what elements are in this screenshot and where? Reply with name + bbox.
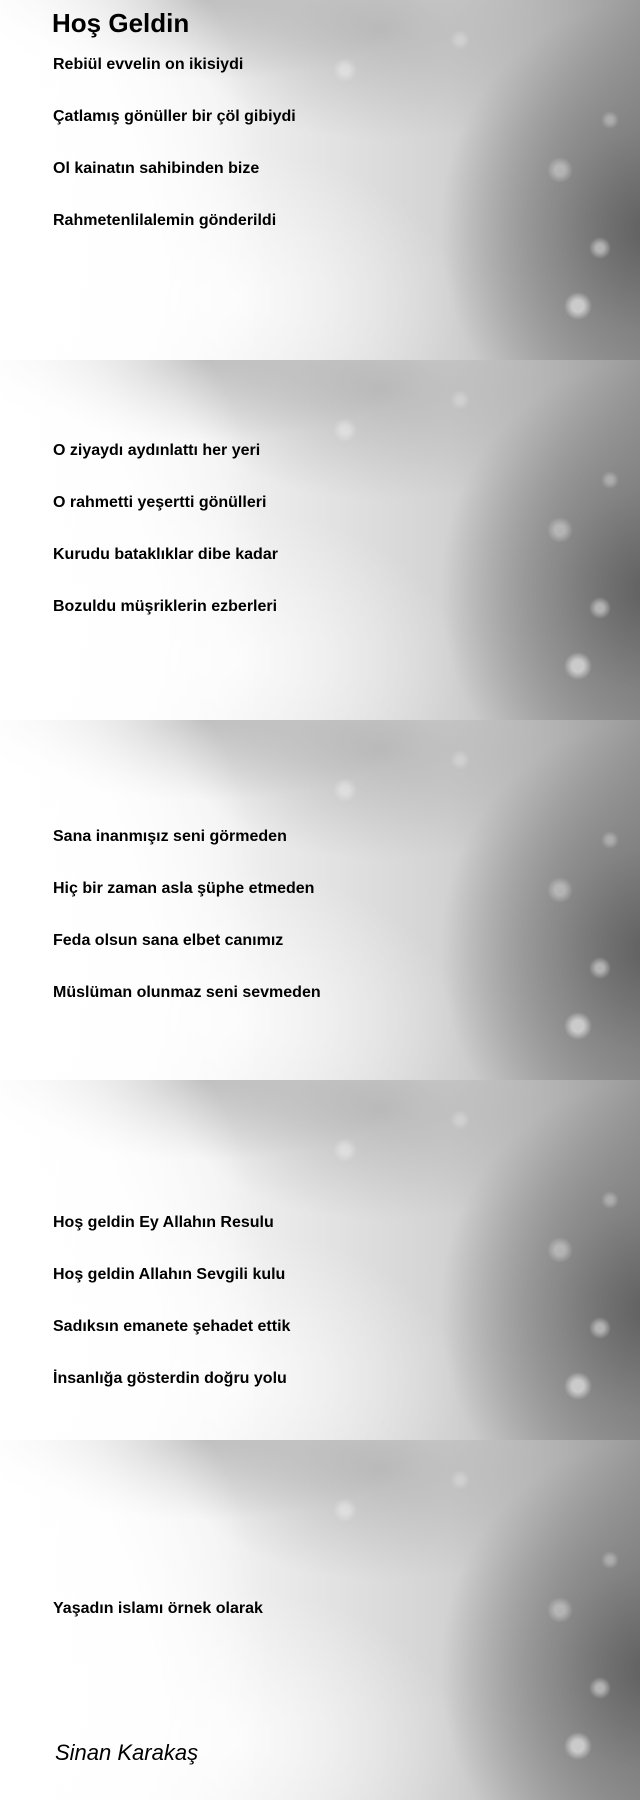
- poem-line: İnsanlığa gösterdin doğru yolu: [53, 1370, 287, 1387]
- poem-line: Ol kainatın sahibinden bize: [53, 160, 260, 177]
- poem-line: Feda olsun sana elbet canımız: [53, 932, 284, 949]
- poem-line: Sadıksın emanete şehadet ettik: [53, 1318, 291, 1335]
- poem-title: Hoş Geldin: [52, 8, 190, 38]
- poem-line: Müslüman olunmaz seni sevmeden: [53, 984, 321, 1001]
- poem-line: Sana inanmışız seni görmeden: [53, 828, 287, 845]
- poem-line: Çatlamış gönüller bir çöl gibiydi: [53, 108, 296, 125]
- poem-line: Hoş geldin Allahın Sevgili kulu: [53, 1266, 286, 1283]
- poem-line: Hiç bir zaman asla şüphe etmeden: [53, 880, 315, 897]
- poem-line: O ziyaydı aydınlattı her yeri: [53, 442, 261, 459]
- background-panel-2: [0, 360, 640, 720]
- poem-author: Sinan Karakaş: [55, 1740, 199, 1765]
- poem-line: Hoş geldin Ey Allahın Resulu: [53, 1214, 274, 1231]
- background-panel-3: [0, 720, 640, 1080]
- poem-line: O rahmetti yeşertti gönülleri: [53, 494, 267, 511]
- poem-line: Bozuldu müşriklerin ezberleri: [53, 598, 278, 615]
- poem-line: Rahmetenlilalemin gönderildi: [53, 212, 277, 229]
- background-panel-1: [0, 0, 640, 360]
- poem-line: Yaşadın islamı örnek olarak: [53, 1600, 263, 1617]
- poem-line: Kurudu bataklıklar dibe kadar: [53, 546, 278, 563]
- poem-line: Rebiül evvelin on ikisiydi: [53, 56, 244, 73]
